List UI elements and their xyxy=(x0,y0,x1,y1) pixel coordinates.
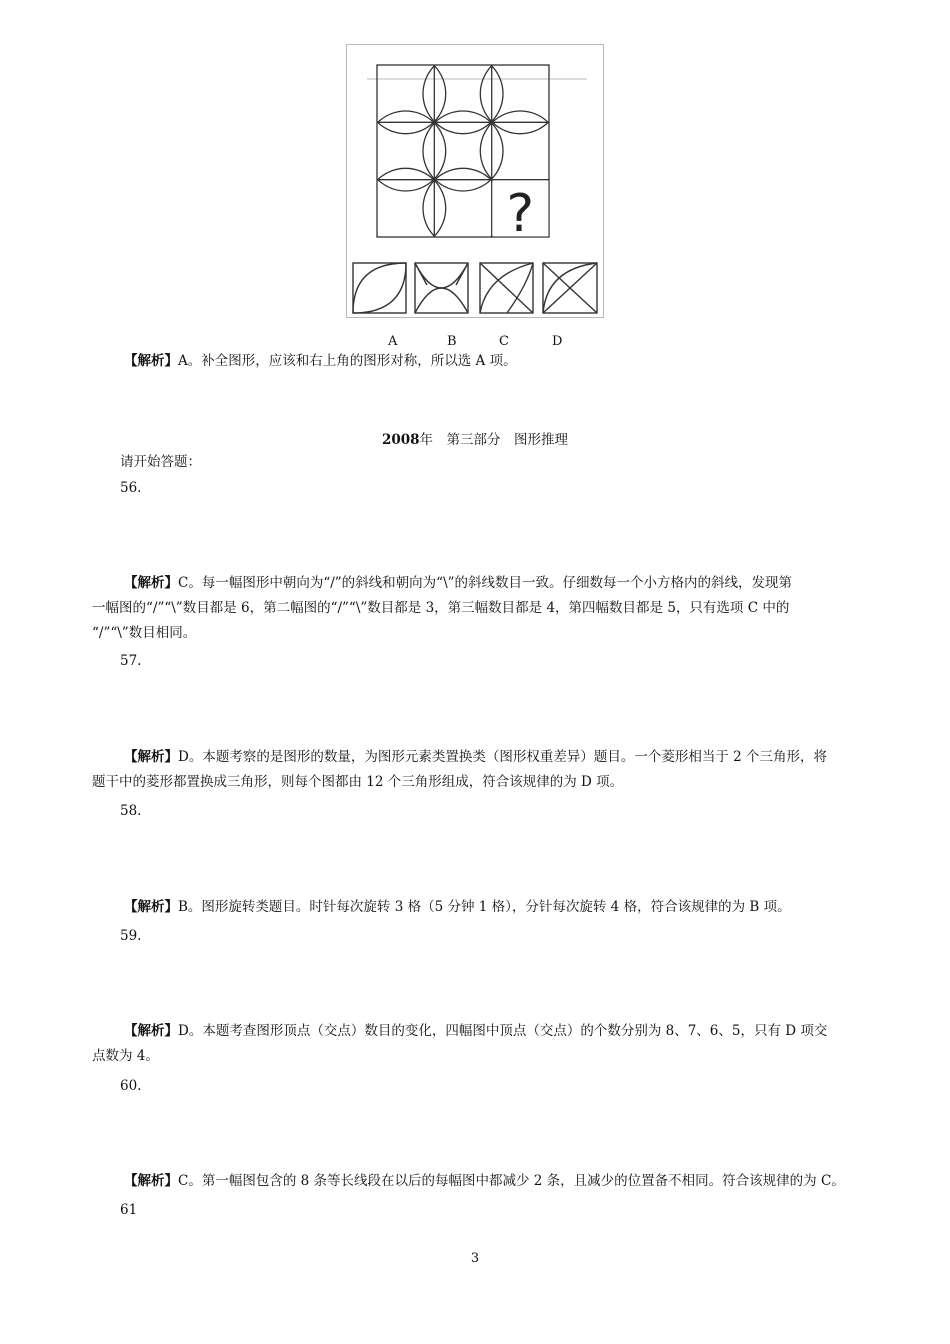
question-number: 58. xyxy=(120,803,142,819)
option-c-figure xyxy=(480,263,533,313)
analysis-tag: 【解析】 xyxy=(124,1023,178,1039)
analysis-line: C。每一幅图形中朝向为“/”的斜线和朝向为“\”的斜线数目一致。仔细数每一个小方格内的斜线，发现第 xyxy=(178,575,793,591)
analysis-tag: 【解析】 xyxy=(124,353,178,369)
option-d-figure xyxy=(543,263,597,313)
option-label-b: B xyxy=(447,334,457,349)
intro-analysis xyxy=(124,351,517,371)
section-part: 第三部分 xyxy=(446,432,501,448)
page-number: 3 xyxy=(470,1251,480,1266)
analysis-paragraph xyxy=(92,1169,862,1194)
section-year-suffix: 年 xyxy=(419,432,434,448)
question-number: 61 xyxy=(120,1202,138,1218)
analysis-paragraph xyxy=(92,745,862,795)
option-label-c: C xyxy=(499,334,509,349)
option-b-figure xyxy=(415,263,468,313)
question-number: 56. xyxy=(120,480,142,496)
option-a-figure xyxy=(353,263,406,313)
analysis-line: B。图形旋转类题目。时针每次旋转 3 格（5 分钟 1 格），分针每次旋转 4 格，符合该规律的为 B 项。 xyxy=(178,899,791,915)
analysis-line: D。本题考查图形顶点（交点）数目的变化，四幅图中顶点（交点）的个数分别为 8、7、6、5，只有 D 项交 xyxy=(178,1023,828,1039)
start-prompt: 请开始答题： xyxy=(120,454,201,470)
analysis-paragraph xyxy=(92,895,862,920)
section-topic: 图形推理 xyxy=(514,432,569,448)
analysis-paragraph xyxy=(92,1019,862,1069)
analysis-paragraph xyxy=(92,571,862,646)
question-number: 60. xyxy=(120,1078,142,1094)
analysis-tag: 【解析】 xyxy=(124,899,178,915)
analysis-line: “/”“\”数目相同。 xyxy=(92,625,197,641)
analysis-tag: 【解析】 xyxy=(124,1173,178,1189)
question-mark: ? xyxy=(506,184,535,244)
option-label-d: D xyxy=(552,334,563,349)
analysis-line: 一幅图的“/”“\”数目都是 6，第二幅图的“/”“\”数目都是 3，第三幅数目都是 4，第四幅数目都是 5，只有选项 C 中的 xyxy=(92,600,790,616)
puzzle-figure xyxy=(346,44,604,318)
section-heading xyxy=(0,428,950,448)
analysis-tag: 【解析】 xyxy=(124,575,178,591)
analysis-line: D。本题考察的是图形的数量，为图形元素类置换类（图形权重差异）题目。一个菱形相当于 2 个三角形，将 xyxy=(178,749,827,765)
puzzle-figure-drawing xyxy=(347,45,605,319)
option-label-a: A xyxy=(388,334,398,349)
analysis-text: A。补全图形，应该和右上角的图形对称，所以选 A 项。 xyxy=(178,353,517,369)
section-year: 2008 xyxy=(381,432,420,448)
question-number: 59. xyxy=(120,928,142,944)
analysis-line: 点数为 4。 xyxy=(92,1048,159,1064)
analysis-line: C。第一幅图包含的 8 条等长线段在以后的每幅图中都减少 2 条，且减少的位置备不相同。符合该规律的为 C。 xyxy=(178,1173,845,1189)
question-number: 57. xyxy=(120,653,142,669)
analysis-tag: 【解析】 xyxy=(124,749,178,765)
analysis-line: 题干中的菱形都置换成三角形，则每个图都由 12 个三角形组成，符合该规律的为 D 项。 xyxy=(92,774,624,790)
option-labels xyxy=(0,334,950,350)
